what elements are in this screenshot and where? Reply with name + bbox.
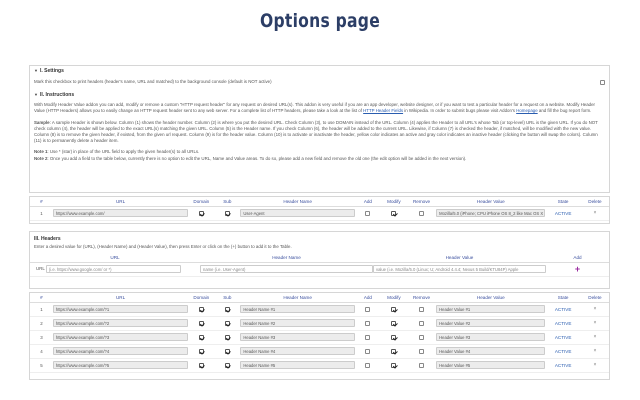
sub-checkbox[interactable] [225,211,230,216]
col-url: URL [53,293,188,302]
add-col-add: Add [546,253,609,262]
header-value-field[interactable]: Mozilla/5.0 (iPhone; CPU iPhone OS 8_2 like Mac OS X [436,209,545,217]
console-print-checkbox[interactable] [600,80,605,85]
url-field[interactable]: https://www.example.com/?2 [53,319,188,327]
modify-checkbox[interactable] [391,307,396,312]
header-value-field[interactable]: Header Value #5 [436,361,545,369]
modify-checkbox[interactable] [391,335,396,340]
header-name-field[interactable]: Header Name #5 [240,361,355,369]
col-sub: Sub [214,197,240,206]
add-header-row [30,262,609,276]
col-header-value: Header Value [436,197,545,206]
col-domain: Domain [188,293,214,302]
col-state: State [545,293,580,302]
note-1: Note 1: Use * (star) in place of the URL field to apply the given header(s) to all URLs. [34,149,200,155]
remove-checkbox[interactable] [419,211,424,216]
modify-checkbox[interactable] [391,349,396,354]
sample-table-panel [29,196,610,224]
row-number: 1 [30,302,53,316]
url-field[interactable]: https://www.example.com/?4 [53,347,188,355]
note-2: Note 2: Once you add a field to the table below, currently there is no option to edit the URL, Name and Value areas. To do so, please add a new field and remove the old one (the edit option will be added in the next version). [34,155,467,161]
table-row [30,316,609,330]
domain-checkbox[interactable] [199,349,204,354]
add-checkbox[interactable] [365,363,370,368]
row-number: 5 [30,358,53,372]
settings-instructions-panel [29,65,610,193]
headers-instruction: Enter a desired value for (URL), (Header Name) and (Header Value), then press Enter or click on the (+) button to add it to the Table. [34,244,292,249]
table-row [30,358,609,372]
state-toggle[interactable]: ACTIVE [554,306,572,312]
remove-checkbox[interactable] [419,349,424,354]
state-toggle[interactable]: ACTIVE [554,348,572,354]
add-col-url: URL [30,253,200,262]
col-modify: Modify [381,197,407,206]
header-value-field[interactable]: Header Value #4 [436,347,545,355]
modify-checkbox[interactable] [391,321,396,326]
headers-list-panel [29,292,610,380]
delete-icon[interactable]: × [593,362,597,368]
col-state: State [545,197,580,206]
header-name-field[interactable]: Header Name #1 [240,305,355,313]
state-toggle[interactable]: ACTIVE [554,210,572,216]
http-header-fields-link[interactable]: HTTP Header Fields [363,108,404,114]
sample-table [30,197,609,221]
console-setting-row [30,76,609,90]
console-setting-label: Mark this checkbox to print headers (header's name, URL and matched) to the background console (default is NOT active) [34,79,272,84]
homepage-link[interactable]: Homepage [516,108,538,114]
caret-down-icon: ▼ [34,68,38,73]
url-field[interactable]: https://www.example.com/?5 [53,361,188,369]
row-number: 4 [30,344,53,358]
headers-table-body [30,302,609,372]
headers-table-header [30,293,609,302]
sub-checkbox[interactable] [225,335,230,340]
sample-table-header [30,197,609,206]
col-header-name: Header Name [240,197,355,206]
header-value-field[interactable]: Header Value #1 [436,305,545,313]
new-header-name-input[interactable]: name (i.e. User-Agent) [200,265,373,273]
sub-checkbox[interactable] [225,363,230,368]
modify-checkbox[interactable] [391,363,396,368]
remove-checkbox[interactable] [419,335,424,340]
delete-icon[interactable]: × [593,320,597,326]
col-modify: Modify [381,293,407,302]
add-checkbox[interactable] [365,211,370,216]
col-remove: Remove [407,197,436,206]
header-name-field[interactable]: Header Name #2 [240,319,355,327]
add-checkbox[interactable] [365,307,370,312]
row-number: 2 [30,316,53,330]
state-toggle[interactable]: ACTIVE [554,334,572,340]
domain-checkbox[interactable] [199,335,204,340]
headers-add-panel [29,231,610,289]
url-field[interactable]: https://www.example.com/?3 [53,333,188,341]
sample-paragraph: Sample: A sample Header is shown below. Column (1) shows the header number. Column (2) is where you put the desired URL. Check Column (3), to use DOMAIN instead of the URL. Column (4) applies the Header to all URL's whose Tab (or top-level) URL is the given URL. If you do NOT check column (4), the header will be applied to the exact URL(s) matching the given URL. Column (5) is the Header name. If you check Column (6), the header will be added to the current URL. Likewise, if Column (7) is checked the header, if matched, will be modified with the new value. Column (8) is to remove the given header, if existed, from the given url request. Column (9) is for the header value. Column (10) is to activate or inactivate the header, yellow color indicates an active and gray color indicates an inactive header (clicking the button will swap the colors). Column (11) is to permanently delete a header item. [34,119,598,144]
add-header-button[interactable]: + [574,264,581,275]
header-name-field[interactable]: Header Name #3 [240,333,355,341]
col-header-value: Header Value [436,293,545,302]
url-label: URL [36,266,45,272]
delete-icon[interactable]: × [593,334,597,340]
delete-icon[interactable]: × [593,210,597,216]
col-remove: Remove [407,293,436,302]
header-value-field[interactable]: Header Value #2 [436,319,545,327]
instructions-heading[interactable]: ▼ II. Instructions [34,92,75,99]
table-row [30,302,609,316]
col-add: Add [355,197,381,206]
state-toggle[interactable]: ACTIVE [554,362,572,368]
url-field[interactable]: https://www.example.com/?1 [53,305,188,313]
delete-icon[interactable]: × [593,348,597,354]
header-name-field[interactable]: Header Name #4 [240,347,355,355]
new-header-value-input[interactable]: value (i.e. Mozilla/5.0 (Linux; U; Android 4.4.4; Nexus 5 Build/KTU84P) Apple [373,265,546,273]
add-header-table [30,253,609,277]
headers-table [30,293,609,373]
add-checkbox[interactable] [365,335,370,340]
col-delete: Delete [581,293,609,302]
col-delete: Delete [581,197,609,206]
sample-row [30,206,609,220]
table-row [30,330,609,344]
col-add: Add [355,293,381,302]
state-toggle[interactable]: ACTIVE [554,320,572,326]
remove-checkbox[interactable] [419,321,424,326]
header-name-field[interactable]: User-Agent [240,209,355,217]
col-domain: Domain [188,197,214,206]
add-checkbox[interactable] [365,349,370,354]
table-row [30,344,609,358]
remove-checkbox[interactable] [419,363,424,368]
modify-checkbox[interactable] [391,211,396,216]
add-col-header-value: Header Value [373,253,546,262]
col-sub: Sub [214,293,240,302]
sub-checkbox[interactable] [225,307,230,312]
sub-checkbox[interactable] [225,349,230,354]
domain-checkbox[interactable] [199,211,204,216]
add-checkbox[interactable] [365,321,370,326]
col-num: # [30,293,53,302]
domain-checkbox[interactable] [199,363,204,368]
col-num: # [30,197,53,206]
row-number: 1 [30,206,53,220]
domain-checkbox[interactable] [199,307,204,312]
caret-down-icon: ▼ [34,92,38,98]
settings-heading[interactable]: ▼ I. Settings [34,68,64,74]
add-col-header-name: Header Name [200,253,373,262]
col-header-name: Header Name [240,293,355,302]
remove-checkbox[interactable] [419,307,424,312]
url-field[interactable]: https://www.example.com/ [53,209,188,217]
sub-checkbox[interactable] [225,321,230,326]
domain-checkbox[interactable] [199,321,204,326]
row-number: 3 [30,330,53,344]
header-value-field[interactable]: Header Value #3 [436,333,545,341]
new-url-input[interactable]: (i.e. https://www.google.com/ or *) [46,265,181,273]
instructions-paragraph: With Modify Header Value addon you can add, modify or remove a custom "HTTP request header" for any request on desired URL(s). This addon is very useful if you are an app developer, website designer, or if you want to test a particular header for a request on a website. Modify Header Value (HTTP Headers) allows you to easily change an HTTP request header sent to any web server. For a complete list of HTTP headers, please take a look at the list of HTTP Header Fields in Wikipedia. In order to submit bugs please visit Addon's Homepage and fill the bug report form. [34,102,596,114]
page-title: Options page [259,10,381,32]
headers-heading: III. Headers [34,236,61,242]
col-url: URL [53,197,188,206]
delete-icon[interactable]: × [593,306,597,312]
